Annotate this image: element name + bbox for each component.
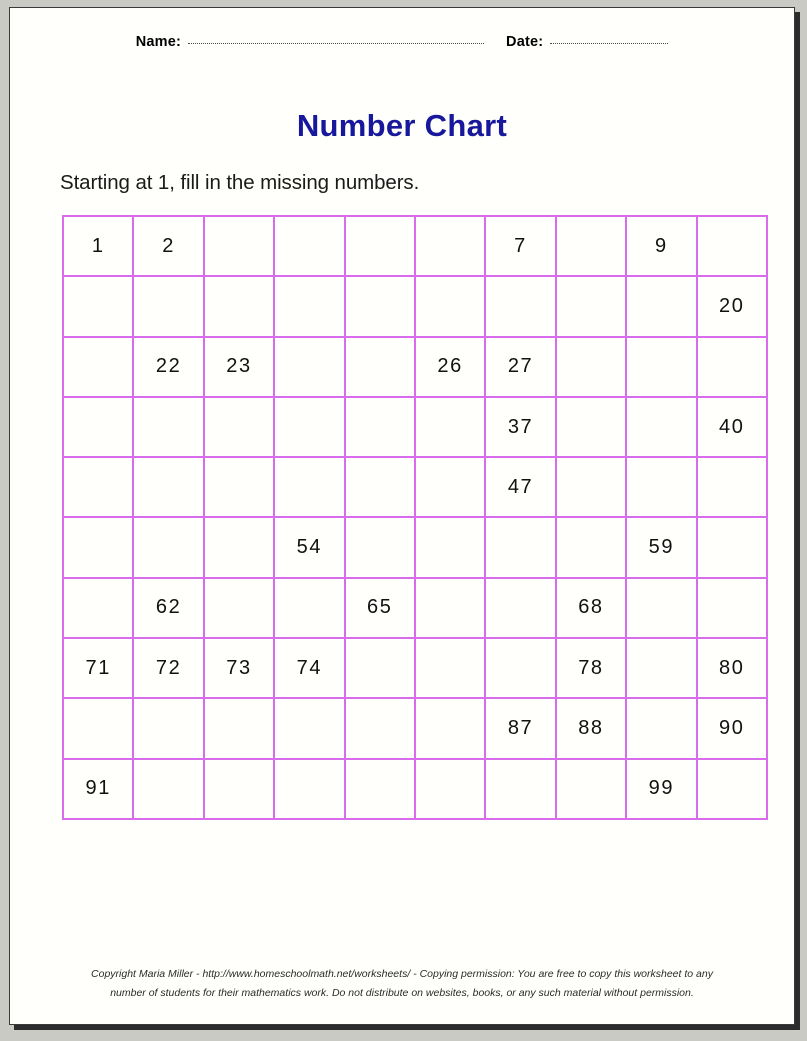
number-cell-blank[interactable] [345, 638, 415, 698]
number-cell-blank[interactable] [274, 457, 344, 517]
number-cell-blank[interactable] [415, 457, 485, 517]
number-cell-blank[interactable] [415, 638, 485, 698]
number-cell-filled[interactable]: 20 [697, 276, 767, 336]
copyright-footer [10, 965, 794, 1002]
number-cell-blank[interactable] [415, 276, 485, 336]
number-cell-blank[interactable] [626, 276, 696, 336]
number-cell-blank[interactable] [133, 517, 203, 577]
number-cell-blank[interactable] [485, 638, 555, 698]
number-cell-blank[interactable] [345, 397, 415, 457]
number-cell-blank[interactable] [415, 517, 485, 577]
number-cell-blank[interactable] [204, 759, 274, 819]
number-cell-blank[interactable] [626, 698, 696, 758]
number-cell-blank[interactable] [556, 216, 626, 276]
number-cell-filled[interactable]: 65 [345, 578, 415, 638]
number-cell-blank[interactable] [274, 698, 344, 758]
number-cell-blank[interactable] [626, 578, 696, 638]
number-cell-filled[interactable]: 62 [133, 578, 203, 638]
number-cell-filled[interactable]: 37 [485, 397, 555, 457]
number-cell-blank[interactable] [556, 337, 626, 397]
page-title: Number Chart [296, 108, 508, 143]
number-chart-row [63, 517, 767, 577]
number-cell-blank[interactable] [345, 759, 415, 819]
worksheet-page [9, 7, 795, 1025]
number-cell-blank[interactable] [63, 457, 133, 517]
number-cell-filled[interactable]: 23 [204, 337, 274, 397]
number-cell-blank[interactable] [274, 276, 344, 336]
number-cell-blank[interactable] [697, 759, 767, 819]
number-cell-blank[interactable] [485, 276, 555, 336]
number-cell-blank[interactable] [63, 578, 133, 638]
number-cell-blank[interactable] [63, 517, 133, 577]
number-chart-row [63, 397, 767, 457]
number-cell-blank[interactable] [556, 517, 626, 577]
number-cell-filled[interactable]: 22 [133, 337, 203, 397]
number-cell-blank[interactable] [345, 457, 415, 517]
number-cell-blank[interactable] [626, 337, 696, 397]
number-chart-grid [62, 215, 768, 820]
number-cell-blank[interactable] [556, 276, 626, 336]
number-cell-blank[interactable] [697, 457, 767, 517]
number-cell-blank[interactable] [626, 457, 696, 517]
number-cell-filled[interactable]: 40 [697, 397, 767, 457]
date-label: Date: [506, 34, 544, 50]
number-chart-row [63, 578, 767, 638]
number-cell-blank[interactable] [133, 457, 203, 517]
number-cell-blank[interactable] [274, 397, 344, 457]
number-cell-blank[interactable] [415, 759, 485, 819]
number-cell-filled[interactable]: 74 [274, 638, 344, 698]
number-cell-filled[interactable]: 7 [485, 216, 555, 276]
number-cell-blank[interactable] [345, 337, 415, 397]
number-cell-filled[interactable]: 54 [274, 517, 344, 577]
number-cell-filled[interactable]: 88 [556, 698, 626, 758]
number-cell-filled[interactable]: 72 [133, 638, 203, 698]
number-cell-blank[interactable] [63, 698, 133, 758]
number-cell-blank[interactable] [133, 276, 203, 336]
number-cell-filled[interactable]: 99 [626, 759, 696, 819]
number-cell-blank[interactable] [133, 759, 203, 819]
number-cell-filled[interactable]: 71 [63, 638, 133, 698]
number-cell-filled[interactable]: 59 [626, 517, 696, 577]
number-cell-filled[interactable]: 80 [697, 638, 767, 698]
number-cell-blank[interactable] [415, 397, 485, 457]
number-cell-filled[interactable]: 91 [63, 759, 133, 819]
number-cell-blank[interactable] [204, 578, 274, 638]
copyright-line-2: number of students for their mathematics work. Do not distribute on websites, books, or any such material without permission. [110, 986, 694, 999]
name-write-line[interactable] [188, 43, 484, 44]
number-cell-blank[interactable] [63, 276, 133, 336]
number-cell-blank[interactable] [204, 698, 274, 758]
number-cell-filled[interactable]: 78 [556, 638, 626, 698]
number-cell-filled[interactable]: 47 [485, 457, 555, 517]
number-cell-filled[interactable]: 2 [133, 216, 203, 276]
number-cell-blank[interactable] [485, 517, 555, 577]
instruction-line: Starting at 1, fill in the missing numbers. [60, 171, 420, 194]
number-cell-filled[interactable]: 68 [556, 578, 626, 638]
number-cell-blank[interactable] [485, 578, 555, 638]
name-date-header [10, 34, 794, 58]
number-cell-filled[interactable]: 87 [485, 698, 555, 758]
number-cell-blank[interactable] [697, 578, 767, 638]
number-chart-row [63, 337, 767, 397]
number-cell-blank[interactable] [133, 698, 203, 758]
number-cell-blank[interactable] [204, 216, 274, 276]
number-cell-blank[interactable] [63, 337, 133, 397]
number-cell-blank[interactable] [485, 759, 555, 819]
number-cell-blank[interactable] [345, 276, 415, 336]
number-cell-blank[interactable] [415, 698, 485, 758]
number-chart-row [63, 216, 767, 276]
number-cell-filled[interactable]: 27 [485, 337, 555, 397]
number-cell-blank[interactable] [556, 457, 626, 517]
number-cell-blank[interactable] [697, 517, 767, 577]
number-cell-filled[interactable]: 1 [63, 216, 133, 276]
number-cell-blank[interactable] [697, 216, 767, 276]
number-cell-blank[interactable] [415, 216, 485, 276]
number-cell-blank[interactable] [556, 759, 626, 819]
number-cell-filled[interactable]: 73 [204, 638, 274, 698]
number-chart-row [63, 457, 767, 517]
number-cell-filled[interactable]: 9 [626, 216, 696, 276]
number-cell-blank[interactable] [415, 578, 485, 638]
number-cell-blank[interactable] [697, 337, 767, 397]
number-cell-blank[interactable] [274, 337, 344, 397]
number-cell-blank[interactable] [204, 457, 274, 517]
number-cell-filled[interactable]: 90 [697, 698, 767, 758]
date-write-line[interactable] [550, 43, 668, 44]
number-cell-blank[interactable] [204, 517, 274, 577]
number-chart-row [63, 698, 767, 758]
number-cell-blank[interactable] [345, 216, 415, 276]
number-chart-row [63, 759, 767, 819]
number-cell-blank[interactable] [345, 517, 415, 577]
number-cell-blank[interactable] [63, 397, 133, 457]
number-cell-blank[interactable] [204, 276, 274, 336]
number-cell-filled[interactable]: 26 [415, 337, 485, 397]
number-cell-blank[interactable] [274, 216, 344, 276]
number-cell-blank[interactable] [626, 638, 696, 698]
number-cell-blank[interactable] [274, 578, 344, 638]
copyright-line-1: Copyright Maria Miller - http://www.homeschoolmath.net/worksheets/ - Copying permission: You are free to copy this worksheet to any [91, 968, 713, 981]
number-chart-row [63, 638, 767, 698]
number-chart-row [63, 276, 767, 336]
number-cell-blank[interactable] [345, 698, 415, 758]
number-chart-body [63, 216, 767, 819]
number-cell-blank[interactable] [274, 759, 344, 819]
number-cell-blank[interactable] [556, 397, 626, 457]
name-label: Name: [135, 34, 182, 50]
number-cell-blank[interactable] [204, 397, 274, 457]
number-cell-blank[interactable] [626, 397, 696, 457]
number-cell-blank[interactable] [133, 397, 203, 457]
